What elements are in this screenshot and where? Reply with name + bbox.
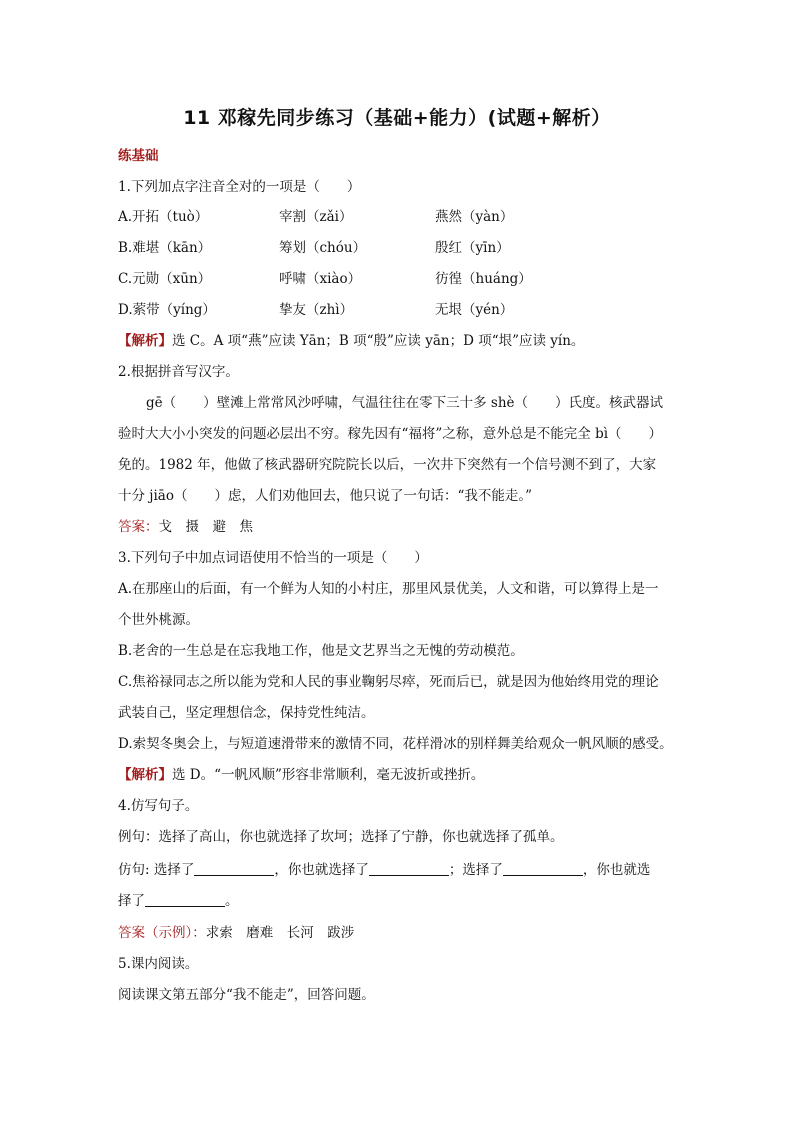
- q2-paragraph-line-1: gē（ ）壁滩上常常风沙呼啸，气温往往在零下三十多 shè（ ）氏度。核武器试: [146, 395, 664, 411]
- question-2-stem: 2.根据拼音写汉字。: [118, 364, 239, 380]
- analysis-tag: 【解析】: [118, 333, 172, 349]
- q1-option-b-3: 殷红（yīn）: [435, 240, 510, 256]
- q1-option-c-2: 呼啸（xiào）: [279, 271, 362, 287]
- q2-paragraph-line-4: 十分 jiāo（ ）虑，人们劝他回去，他只说了一句话：“我不能走。”: [118, 488, 533, 504]
- q1-option-c-1: C.元勋（xūn）: [118, 271, 212, 287]
- answer-text: 戈 摄 避 焦: [158, 519, 253, 535]
- q4-imitation-line-2: 择了 。: [118, 893, 239, 909]
- answer-tag: 答案（示例）：: [118, 925, 206, 941]
- question-4-stem: 4.仿写句子。: [118, 798, 199, 814]
- q4-example: 例句：选择了高山，你也就选择了坎坷；选择了宁静，你也就选择了孤单。: [118, 829, 564, 845]
- q5-instruction: 阅读课文第五部分“我不能走”，回答问题。: [118, 987, 375, 1003]
- q1-option-b-2: 筹划（chóu）: [279, 240, 367, 256]
- q2-answer: [118, 517, 253, 537]
- q1-analysis: [118, 331, 584, 351]
- q2-paragraph-line-2: 验时大大小小突发的问题必层出不穷。稼先因有“福将”之称，意外总是不能完全 bì（ ）: [118, 426, 663, 442]
- fill-blank-3[interactable]: [503, 861, 583, 876]
- q3-option-c-line-2: 武装自己，坚定理想信念，保持党性纯洁。: [118, 705, 375, 721]
- answer-text: 求索 磨难 长河 跋涉: [205, 925, 355, 941]
- fill-blank-2[interactable]: [369, 861, 449, 876]
- fill-blank-1[interactable]: [194, 861, 274, 876]
- answer-tag: 答案：: [118, 519, 159, 535]
- question-5-stem: 5.课内阅读。: [118, 956, 199, 972]
- q1-option-a-2: 宰割（zǎi）: [279, 209, 353, 225]
- q1-option-a-1: A.开拓（tuò）: [118, 209, 209, 225]
- analysis-text: 选 C。A 项“燕”应读 Yān；B 项“殷”应读 yān；D 项“垠”应读 yín。: [172, 333, 585, 349]
- q1-option-b-1: B.难堪（kān）: [118, 240, 212, 256]
- q2-paragraph-line-3: 免的。1982 年，他做了核武器研究院院长以后，一次井下突然有一个信号测不到了，大家: [118, 457, 657, 473]
- analysis-tag: 【解析】: [118, 767, 172, 783]
- analysis-text: 选 D。“一帆风顺”形容非常顺利，毫无波折或挫折。: [172, 767, 485, 783]
- q3-analysis: [118, 765, 484, 785]
- q3-option-c-line-1: C.焦裕禄同志之所以能为党和人民的事业鞠躬尽瘁，死而后已，就是因为他始终用党的理论: [118, 674, 659, 690]
- section-heading: 练基础: [118, 148, 159, 164]
- q1-option-d-3: 无垠（yén）: [435, 302, 514, 318]
- q1-option-d-1: D.萦带（yíng）: [118, 302, 216, 318]
- fill-blank-4[interactable]: [145, 892, 225, 907]
- q4-answer: [118, 923, 354, 943]
- q4-imitation-line-1: 仿句: 选择了 ，你也就选择了 ；选择了 ，你也就选: [118, 862, 651, 878]
- question-1-stem: 1.下列加点字注音全对的一项是（ ）: [118, 179, 361, 195]
- page-title: 11 邓稼先同步练习（基础+能力）(试题+解析）: [183, 107, 611, 129]
- q1-option-d-2: 挚友（zhì）: [279, 302, 354, 318]
- q1-option-a-3: 燕然（yàn）: [435, 209, 514, 225]
- q3-option-d: D.索契冬奥会上，与短道速滑带来的激情不同，花样滑冰的别样舞美给观众一帆风顺的感受。: [118, 736, 673, 752]
- q3-option-b: B.老舍的一生总是在忘我地工作，他是文艺界当之无愧的劳动模范。: [118, 643, 524, 659]
- q3-option-a-line-2: 个世外桃源。: [118, 612, 199, 628]
- question-3-stem: 3.下列句子中加点词语使用不恰当的一项是（ ）: [118, 550, 428, 566]
- q3-option-a-line-1: A.在那座山的后面，有一个鲜为人知的小村庄，那里风景优美，人文和谐，可以算得上是一: [118, 581, 659, 597]
- q1-option-c-3: 彷徨（huáng）: [435, 271, 532, 287]
